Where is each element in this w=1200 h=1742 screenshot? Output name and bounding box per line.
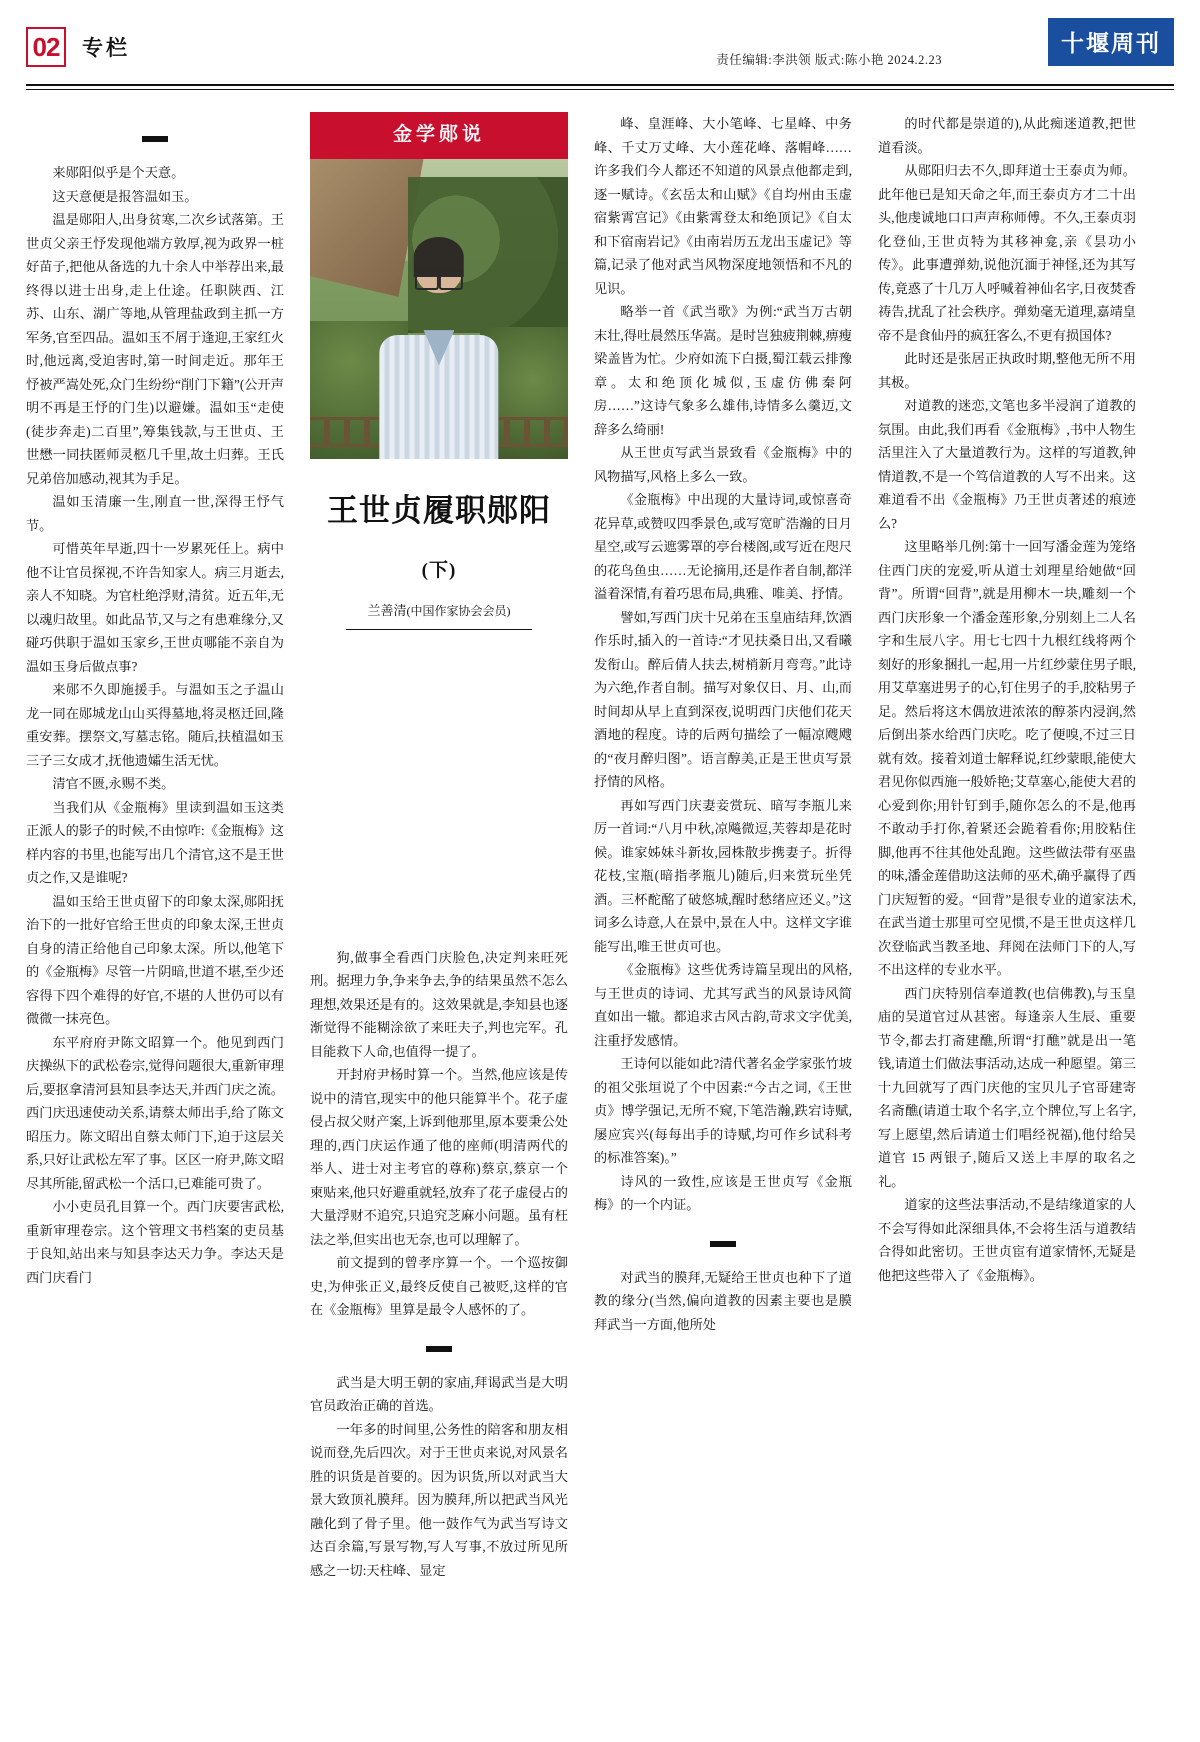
author-photo: [310, 159, 568, 459]
paragraph: 这天意便是报答温如玉。: [52, 188, 198, 204]
glasses-icon: [415, 270, 462, 286]
paragraph: 从郧阳归去不久,即拜道士王泰贞为师。此年他已是知天命之年,而王泰贞方才二十出头,他虔诚地口口声声称师傅。不久,王泰贞羽化登仙,王世贞特为其移神龛,亲《昙功小传》。此事遭弹劾,说他沉湎于神怪,还为其写传,竟惑了十几万人呼喊着神仙名字,日夜焚香祷告,扰乱了社会秩序。弹劾毫无道理,嘉靖皇帝不是食仙丹的疯狂客么,不更有损国体?: [878, 163, 1136, 343]
paragraph: 来郧阳似乎是个天意。: [52, 165, 185, 181]
paragraph: 当我们从《金瓶梅》里读到温如玉这类正派人的影子的时候,不由惊咋:《金瓶梅》这样内容的书里,也能写出几个清官,这不是王世贞之作,又是谁呢?: [26, 799, 284, 886]
column-2: [310, 112, 568, 1724]
paragraph: 《金瓶梅》中出现的大量诗词,或惊喜奇花异草,或赞叹四季景色,或写宽旷浩瀚的日月星空,或写云遮雾罩的亭台楼阁,或写近在咫尺的花鸟鱼虫……无论摘用,还是作者自制,都洋溢着深情,有着巧思布局,典雅、唯美、抒情。: [594, 492, 852, 601]
paragraph: 温如玉清廉一生,刚直一世,深得王忬气节。: [26, 494, 284, 533]
section-divider-2: [310, 1336, 568, 1359]
photo-person: [380, 237, 499, 459]
byline: [310, 599, 568, 622]
paragraph: 对武当的膜拜,无疑给王世贞也种下了道教的缘分(当然,偏向道教的因素主要也是膜拜武当一方面,他所处: [594, 1269, 852, 1332]
newspaper-page: [0, 16, 1200, 1742]
column-3: [594, 112, 852, 1724]
masthead-rule: [26, 84, 1174, 86]
paragraph: 来郧不久即施援手。与温如玉之子温山龙一同在郧城龙山山买得墓地,将灵柩迁回,隆重安葬。摆祭文,写墓志铭。随后,扶植温如玉三子三女成才,抚他遗孀生活无忧。: [26, 682, 284, 768]
paragraph: 东平府府尹陈文昭算一个。他见到西门庆操纵下的武松卷宗,觉得问题很大,重新审理后,要抠拿清河县知县李达天,并西门庆之流。西门庆迅速使动关系,请蔡太师出手,给了陈文昭压力。陈文昭出自蔡太师门下,迫于这层关系,只好让武松左军了事。区区一府尹,陈文昭尽其所能,留武松一个活口,已难能可贵了。: [26, 1034, 284, 1191]
paragraph: 道家的这些法事活动,不是结缘道家的人不会写得如此深细具体,不会将生活与道教结合得如此密切。王世贞宦有道家情怀,无疑是他把这些带入了《金瓶梅》。: [878, 1197, 1136, 1283]
masthead-rule-thin: [26, 89, 1174, 90]
byline-rule: [346, 629, 532, 630]
page-number: 02: [26, 27, 66, 67]
column-1: [26, 112, 284, 1724]
paper-logo: 十堰周刊: [1048, 18, 1174, 66]
paragraph: 峰、皇涯峰、大小笔峰、七星峰、中务峰、千丈万丈峰、大小莲花峰、落帽峰……许多我们今人都还不知道的风景点他都走到,逐一赋诗。《玄岳太和山赋》《自均州由玉虚宿紫霄宫记》《由紫霄登太和绝顶记》《自太和下宿南岩记》《由南岩历五龙出玉虚记》等篇,记录了他对武当风物深度地领悟和不凡的见识。: [594, 116, 852, 296]
paragraph: 小小吏员孔目算一个。西门庆要害武松,重新审理卷宗。这个管理文书档案的吏员基于良知,站出来与知县李达天力争。李达天是西门庆看门: [26, 1199, 284, 1285]
paragraph: 《金瓶梅》这些优秀诗篇呈现出的风格,与王世贞的诗词、尤其写武当的风景诗风简直如出一辙。都追求古风古韵,苛求文字优美,注重抒发感情。: [594, 962, 852, 1048]
paragraph: 温是郧阳人,出身贫寒,二次乡试落第。王世贞父亲王忬发现他端方敦厚,视为政界一桩好苗子,把他从备选的九十余人中举荐出来,最终得以进士出身,走上仕途。任职陕西、江苏、山东、湖广等地,从管理盐政到主抓一方军务,官至四品。温如玉不屑于逢迎,王家红火时,他远离,受迫害时,第一时间走近。那年王忬被严嵩处死,众门生纷纷“削门下籍”(公开声明不再是王忬的门生)以避嫌。温如玉“走使(徒步奔走)二百里”,筹集钱款,与王世贞、王世懋一同扶匿师灵柩几千里,故土归葬。王氏兄弟倍加感动,视其为手足。: [26, 212, 284, 486]
byline-author: 兰善清: [367, 603, 407, 619]
paragraph: 这里略举几例:第十一回写潘金莲为笼络住西门庆的宠爱,听从道士刘理星给她做“回背”。所谓“回背”,就是用柳木一块,雕刻一个西门庆形象一个潘金莲形象,分别刻上二人名字和生辰八字。用七七四十九根红线将两个刻好的形象捆扎一起,用一片红纱蒙住男子眼,用艾草塞进男子的心,钉住男子的手,胶粘男子足。然后将这木偶放进浓浓的醇茶内浸润,然后倒出茶水给西门庆吃。吃了便嗅,不过三日就有效。接着刘道士解释说,红纱蒙眼,能使大君见你似西施一般娇艳;艾草塞心,能使大君的心爱到你;用针钉到手,随你怎么的不是,他再不敢动手打你,着紧还会跪着看你;用胶粘住脚,他再不往其他处乱跑。这些做法带有巫蛊的味,潘金莲借助这法师的巫术,确乎赢得了西门庆短暂的爱。“回背”是很专业的道家法术,在武当道士那里可空见惯,不是王世贞这样几次登临武当教圣地、拜阅在法师门下的人,写不出这样的专业水平。: [878, 539, 1136, 977]
paragraph: 可惜英年早逝,四十一岁累死任上。病中他不让官员探视,不许告知家人。病三月逝去,亲人不知晓。为官杜绝浮财,清贫。近五年,无以魂归故里。如此品节,又与之有患难缘分,又碰巧供职于温如玉家乡,王世贞哪能不亲自为温如玉身后做点事?: [26, 541, 284, 674]
paragraph: 王诗何以能如此?清代著名金学家张竹坡的祖父张垣说了个中因素:“今古之词,《王世贞》博学强记,无所不窥,下笔浩瀚,跌宕诗赋,屡应宾兴(每每出手的诗赋,均可作乡试科考的标准答案)。”: [594, 1056, 852, 1165]
paragraph: 温如玉给王世贞留下的印象太深,郧阳抚治下的一批好官给王世贞的印象太深,王世贞自身的清正给他自己印象太深。所以,他笔下的《金瓶梅》尽管一片阴暗,世道不堪,至少还容得下四个难得的好官,不堪的人世仍可以有微微一抹亮色。: [26, 893, 284, 1027]
article-columns: [26, 112, 1174, 1724]
byline-affiliation: (中国作家协会会员): [406, 604, 511, 619]
article-title: [310, 483, 568, 593]
paragraph: 西门庆特别信奉道教(也信佛教),与玉皇庙的吴道官过从甚密。每逢亲人生辰、重要节令,都去打斋建醮,所谓“打醮”就是出一笔钱,请道士们做法事活动,达成一种愿望。第三十九回就写了西门庆他的宝贝儿子官哥建寄名斋醮(请道士取个名字,立个牌位,写上名字,写上愿望,然后请道士们唱经祝福),他付给吴道官 15 两银子,随后又送上丰厚的取名之礼。: [878, 985, 1136, 1189]
paragraph: 清官不匮,永赐不类。: [52, 776, 175, 792]
paragraph: 的时代都是崇道的),从此痴迷道教,把世道看淡。: [878, 116, 1136, 155]
paragraph: 前文提到的曾孝序算一个。一个巡按御史,为伸张正义,最终反使自己被贬,这样的官在《金瓶梅》里算是最令人感怀的了。: [310, 1255, 568, 1318]
paragraph: 此时还是张居正执政时期,整他无所不用其极。: [878, 351, 1136, 390]
paragraph: 狗,做事全看西门庆脸色,决定判来旺死刑。据理力争,争来争去,争的结果虽然不怎么理想,效果还是有的。这效果就是,李知县也逐渐觉得不能糊涂欲了来旺夫子,判也完军。孔目能救下人命,也值得一提了。: [310, 949, 568, 1059]
paragraph: 譬如,写西门庆十兄弟在玉皇庙结拜,饮酒作乐时,插入的一首诗:“才见扶桑日出,又看曦发衔山。醉后倩人扶去,树梢新月弯弯。”此诗为六绝,作者自制。描写对象仅日、月、山,而时间却从早上直到深夜,说明西门庆他们花天酒地的程度。诗的后两句描绘了一幅凉飕飕的“夜月醉归图”。语言醇美,正是王世贞写景抒情的风格。: [594, 609, 852, 789]
section-divider-1: [26, 126, 284, 149]
credits-line: 责任编辑:李洪领 版式:陈小艳 2024.2.23: [716, 53, 942, 67]
column-4: [878, 112, 1136, 1724]
section-divider-3: [594, 1231, 852, 1254]
paragraph: 对道教的迷恋,文笔也多半浸润了道教的氛围。由此,我们再看《金瓶梅》,书中人物生活里注入了大量道教行为。这样的写道教,钟情道教,不是一个笃信道教的人写不出来。这难道看不出《金瓶梅》乃王世贞著述的痕迹么?: [878, 398, 1136, 531]
masthead: [26, 16, 1174, 78]
article-title-main: 王世贞履职郧阳: [327, 492, 551, 528]
section-label: 专栏: [82, 36, 130, 60]
column-gap: [310, 646, 568, 946]
paragraph: 诗风的一致性,应该是王世贞写《金瓶梅》的一个内证。: [594, 1173, 852, 1212]
paragraph: 开封府尹杨时算一个。当然,他应该是传说中的清官,现实中的他只能算半个。花子虚侵占叔父财产案,上诉到他那里,原本要秉公处理的,西门庆运作通了他的座师(明清两代的举人、进士对主考官的尊称)蔡京,蔡京一个柬贴来,他只好避重就轻,放弃了花子虚侵占的大量浮财不追究,只追究芝麻小问题。虽有枉法之举,但实出也无奈,也可以理解了。: [310, 1067, 568, 1247]
paragraph: 从王世贞写武当景致看《金瓶梅》中的风物描写,风格上多么一致。: [594, 445, 852, 484]
paragraph: 略举一首《武当歌》为例:“武当万古朝末壮,得吐晨然压华嵩。是时岂独疲荆棘,痹瘦梁盖皆为忙。少府如流下白摄,蜀江载云排豫章。太和绝顶化城似,玉虚仿佛秦阿房……”这诗气象多么雄伟,诗情多么羹迈,文辞多么绮丽!: [594, 304, 852, 437]
paragraph: 一年多的时间里,公务性的陪客和朋友相说而登,先后四次。对于王世贞来说,对风景名胜的识货是首要的。因为识货,所以对武当大景大致顶礼膜拜。因为膜拜,所以把武当风光融化到了骨子里。他一鼓作气为武当写诗文达百余篇,写景写物,写人写事,不放过所见所感之一切:天柱峰、显定: [310, 1421, 568, 1578]
paragraph: 武当是大明王朝的家庙,拜谒武当是大明官员政治正确的首选。: [310, 1374, 568, 1414]
series-banner: 金学郧说: [310, 112, 568, 159]
paragraph: 再如写西门庆妻妾赏玩、暗写李瓶儿来厉一首词:“八月中秋,凉飚微逗,芙蓉却是花时候。谁家姊妹斗新妆,园株散步携妻子。折得花枝,宝瓶(暗指孝瓶儿)随后,归来赏玩坐凭酒。三杯酡酩了破悠城,醒时愁绪应还义。”这词多么诗意,人在景中,景在人中。这样文字谁能写出,唯王世贞可也。: [594, 797, 852, 954]
article-title-suffix: (下): [421, 559, 457, 581]
